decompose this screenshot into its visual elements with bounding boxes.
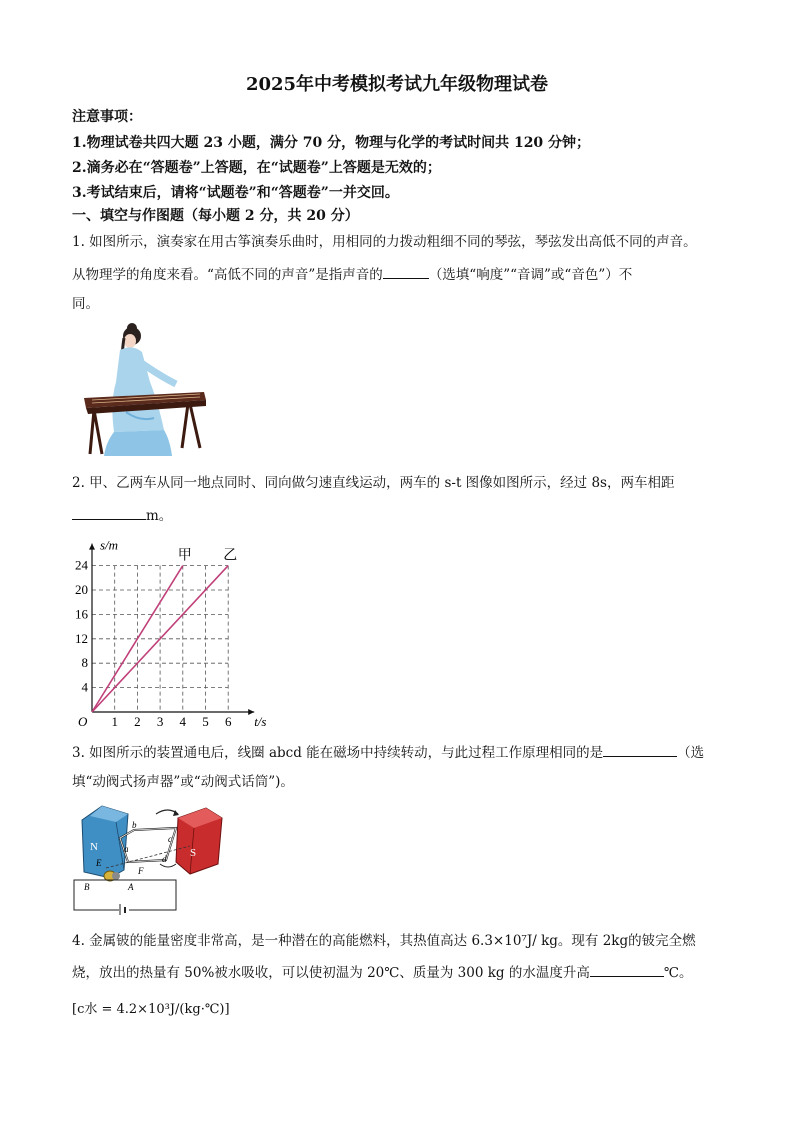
notice-item-3: 3.考试结束后，请将“试题卷”和“答题卷”一并交回。: [72, 185, 399, 201]
label-b: b: [132, 820, 137, 830]
series-label: 甲: [177, 548, 192, 564]
paper-title: 2025年中考模拟考试九年级物理试卷: [245, 74, 549, 95]
x-tick-label: 3: [156, 714, 164, 729]
q4-line2: [72, 962, 692, 983]
q2-line1: 2. 甲、乙两车从同一地点同时、同向做匀速直线运动，两车的 s-t 图像如图所示，经过 8s，两车相距: [72, 475, 675, 491]
q4-line2-text: 烧，放出的热量有 50%被水吸收，可以使初温为 20℃、质量为 300 kg 的水温度升高: [72, 965, 590, 981]
motor-apparatus-figure: [72, 800, 232, 915]
q4-formula: [c水 = 4.2×10³J/(kg·℃)]: [72, 1002, 230, 1017]
y-tick-label: 4: [81, 679, 88, 695]
q3-line2: 填“动阀式扬声器”或“动阀式话筒”)。: [72, 774, 294, 790]
q4-answer-blank[interactable]: [590, 962, 664, 977]
origin-label: O: [78, 714, 88, 729]
y-tick-label: 12: [75, 630, 88, 646]
label-F: F: [138, 866, 144, 876]
y-tick-label: 16: [75, 606, 88, 622]
q1-line2-text: 从物理学的角度来看。“高低不同的声音”是指声音的: [72, 267, 383, 283]
x-axis-label: t/s: [254, 714, 267, 729]
notice-heading: 注意事项：: [72, 109, 142, 125]
x-tick-label: 4: [179, 714, 187, 729]
section1-heading: 一、填空与作图题（每小题 2 分，共 20 分）: [72, 208, 359, 224]
q3-answer-blank[interactable]: [603, 742, 677, 757]
q3-line1-text: 3. 如图所示的装置通电后，线圈 abcd 能在磁场中持续转动，与此过程工作原理相同的是: [72, 745, 604, 761]
q4-unit: ℃。: [663, 965, 693, 981]
q1-line1: 1. 如图所示，演奏家在用古筝演奏乐曲时，用相同的力拨动粗细不同的琴弦，琴弦发出高低不同的声音。: [72, 234, 697, 250]
q1-answer-blank[interactable]: [383, 264, 429, 279]
q1-line2: [72, 264, 632, 285]
q4-line1: 4. 金属铍的能量密度非常高，是一种潜在的高能燃料，其热值高达 6.3×10⁷J/ kg。现有 2kg的铍完全燃: [72, 933, 696, 949]
label-E: E: [96, 858, 102, 868]
q3-line1: [72, 742, 704, 763]
y-axis-label: s/m: [100, 537, 119, 553]
y-tick-label: 24: [75, 557, 88, 573]
notice-item-2: 2.滴务必在“答题卷”上答题，在“试题卷”上答题是无效的；: [72, 160, 441, 176]
q3-line1-tail: （选: [677, 745, 705, 761]
label-S: S: [190, 847, 197, 859]
x-tick-label: 6: [224, 714, 232, 729]
label-a: a: [124, 844, 129, 854]
q2-line2: [72, 505, 172, 526]
q1-line3: 同。: [72, 296, 99, 312]
x-tick-label: 5: [202, 714, 209, 729]
y-axis-arrow: [89, 544, 95, 550]
st-graph: [70, 532, 290, 732]
label-A: A: [128, 882, 134, 892]
q2-answer-blank[interactable]: [72, 505, 146, 520]
notice-item-1: 1.物理试卷共四大题 23 小题，满分 70 分，物理与化学的考试时间共 120 分钟；: [72, 135, 591, 151]
guzheng-player-image: [80, 322, 212, 462]
label-d: d: [162, 854, 167, 864]
series-label: 乙: [223, 548, 238, 564]
label-N: N: [90, 841, 98, 853]
label-B: B: [84, 882, 90, 892]
x-tick-label: 1: [111, 714, 118, 729]
y-tick-label: 8: [81, 655, 88, 671]
y-tick-label: 20: [75, 582, 88, 597]
q2-unit: m。: [146, 508, 173, 524]
x-tick-label: 2: [134, 714, 141, 729]
label-c: c: [168, 834, 172, 844]
q1-line2-options: （选填“响度”“音调”或“音色”）不: [428, 267, 633, 283]
